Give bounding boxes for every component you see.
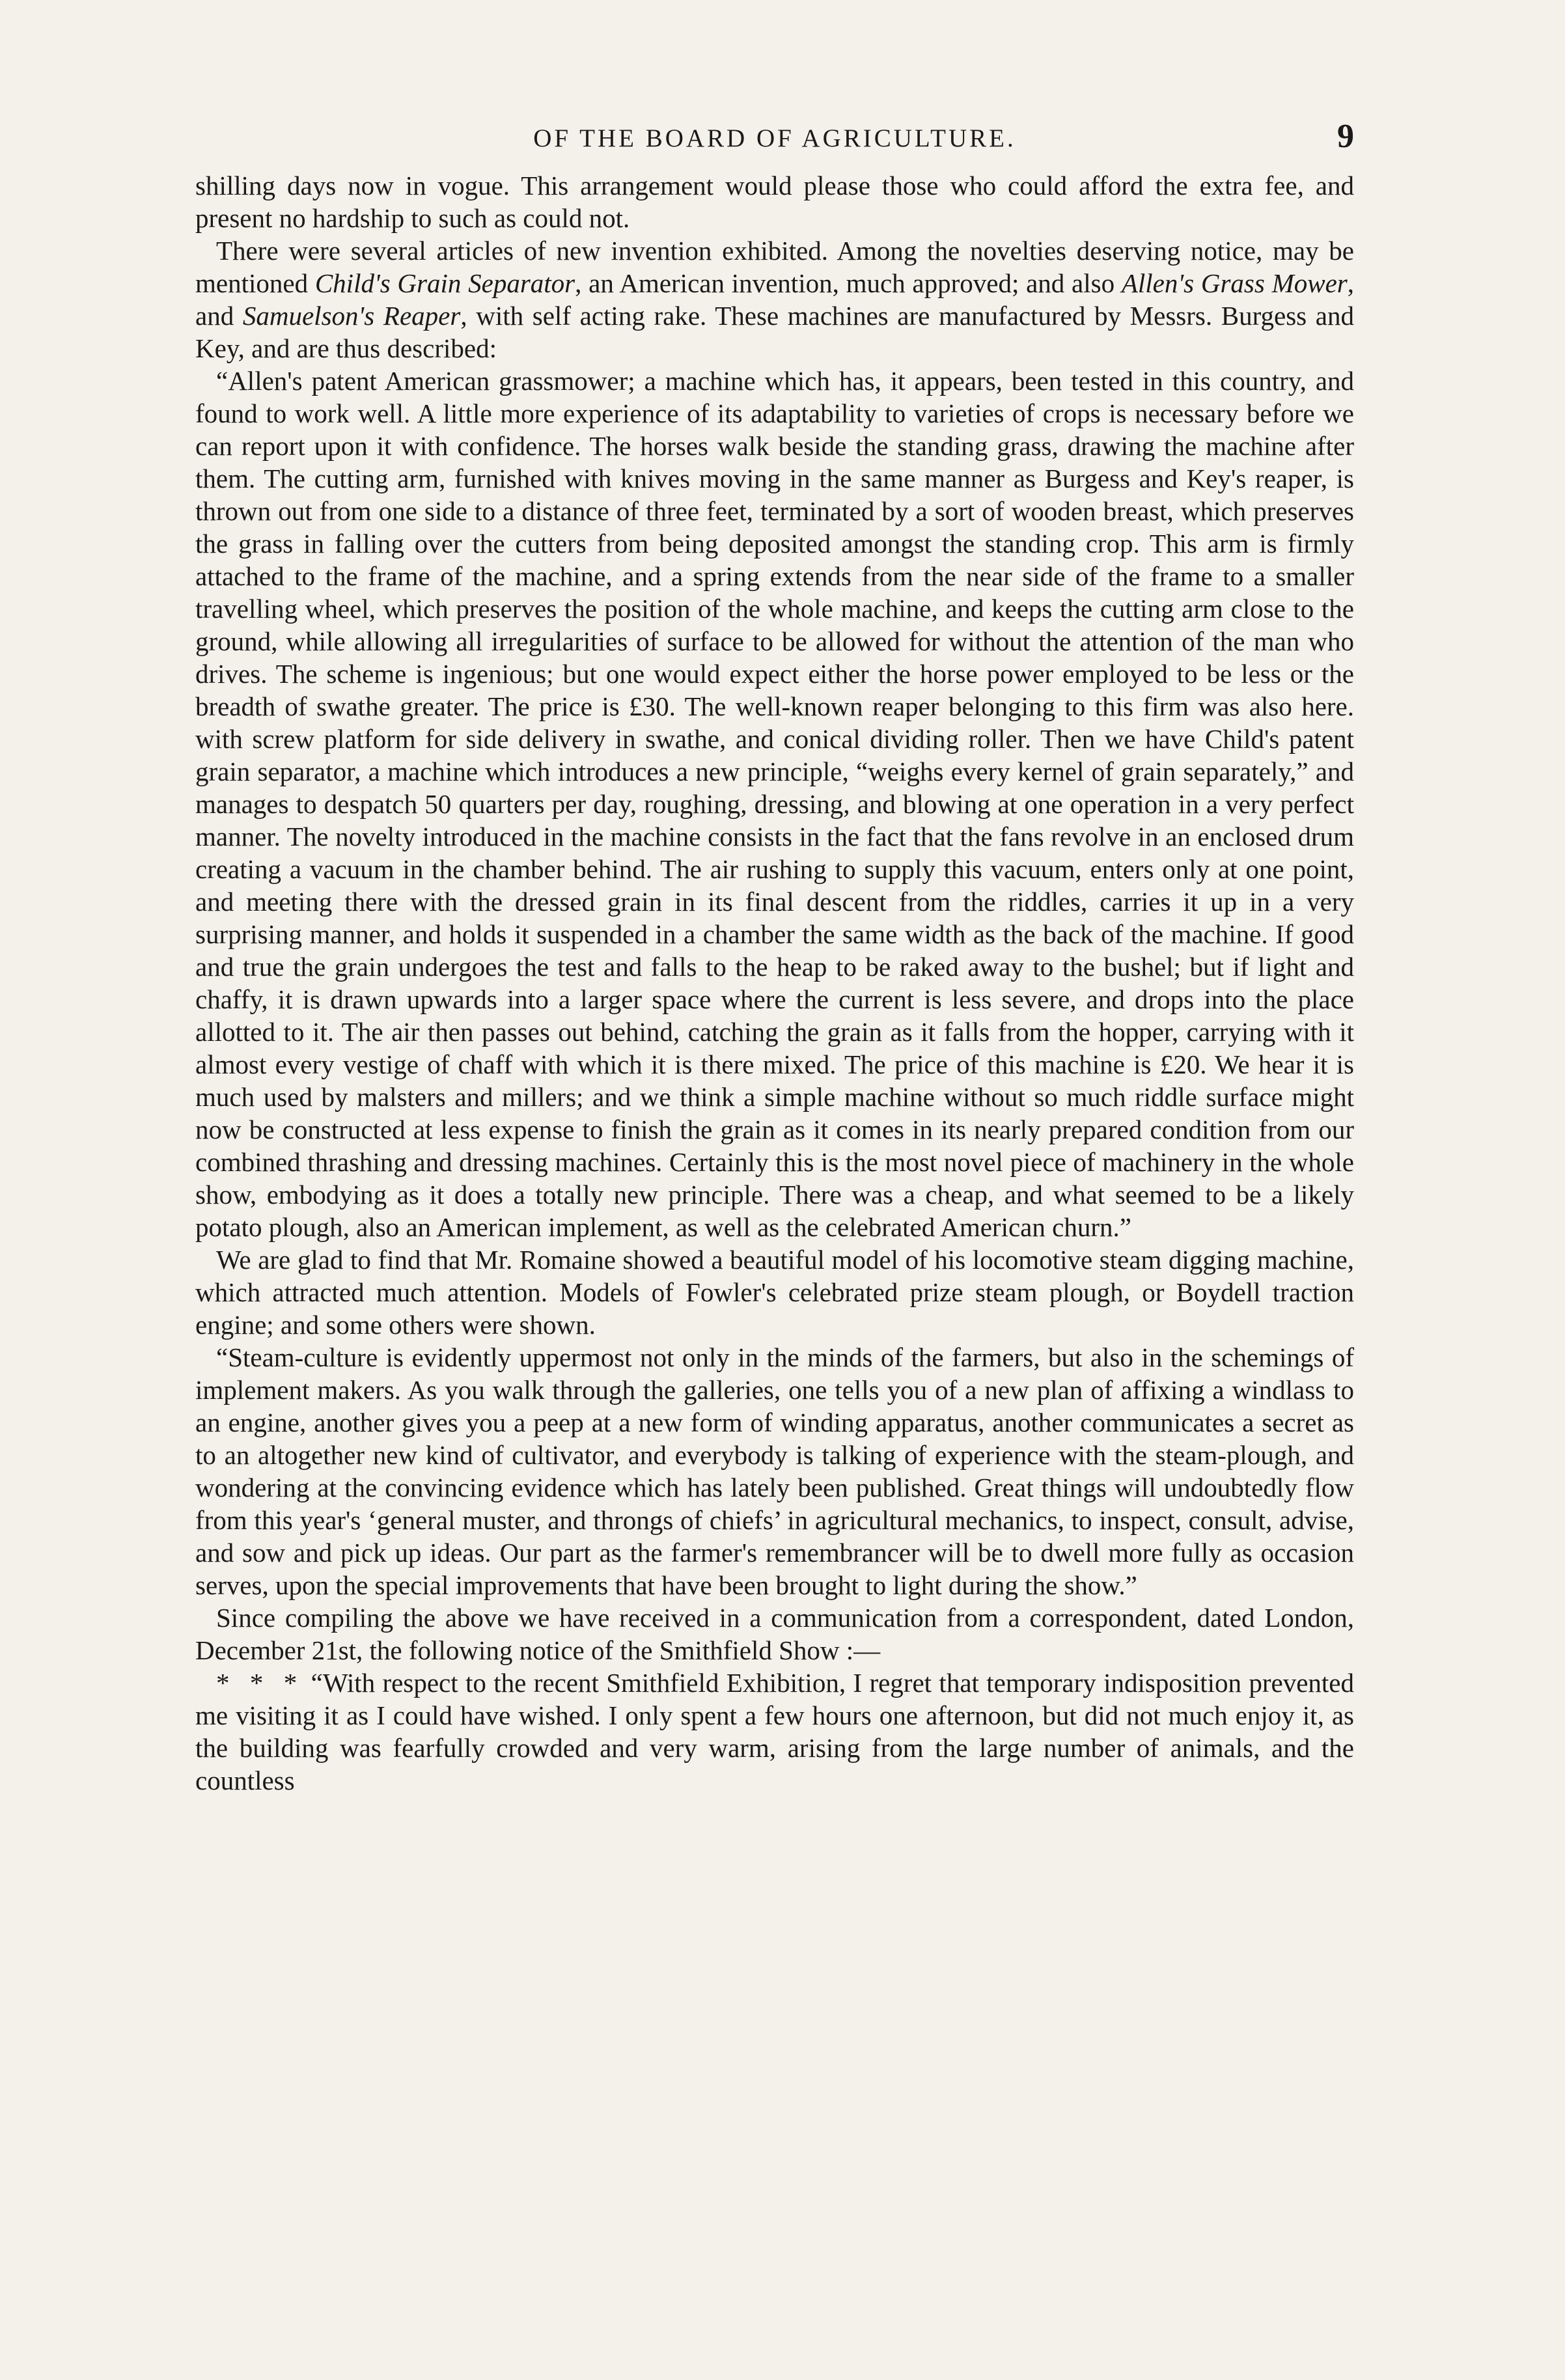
paragraph-7-letter — [195, 1667, 1354, 1797]
paragraph-4: We are glad to find that Mr. Romaine showed a beautiful model of his locomotive steam digging machine, which attracted much attention. Models of Fowler's celebrated prize steam plough, or Boydell traction engine; and some others were shown. — [195, 1245, 1354, 1340]
paragraph-2 — [195, 234, 1354, 365]
paragraph-1: shilling days now in vogue. This arrangement would please those who could afford the extra fee, and present no hardship to such as could not. — [195, 171, 1354, 233]
paragraph-5-quotation: “Steam-culture is evidently uppermost not only in the minds of the farmers, but also in the schemings of implement makers. As you walk through the galleries, one tells you of a new plan of affixing a windlass to an engine, another gives you a peep at a new form of winding apparatus, another communicates a secret as to an altogether new kind of cultivator, and everybody is talking of experience with the steam-plough, and wondering at the convincing evidence which has lately been published. Great things will undoubtedly flow from this year's ‘general muster, and throngs of chiefs’ in agricultural mechanics, to inspect, consult, advise, and sow and pick up ideas. Our part as the farmer's remembrancer will be to dwell more fully as occasion serves, upon the special improvements that have been brought to light during the show.” — [195, 1342, 1354, 1600]
book-page — [195, 98, 1354, 2311]
body-text — [195, 169, 1354, 1797]
samuelsons-reaper-title: Samuelson's Reaper — [242, 301, 461, 331]
running-head — [195, 98, 1354, 169]
page-number: 9 — [1337, 118, 1354, 155]
running-title: OF THE BOARD OF AGRICULTURE. — [533, 124, 1016, 152]
paragraph-6: Since compiling the above we have received in a communication from a correspondent, dated London, December 21st, the following notice of the Smithfield Show :— — [195, 1603, 1354, 1665]
childs-grain-separator-title: Child's Grain Separator — [314, 268, 575, 298]
paragraph-2-text-a: There were several articles of new invention exhibited. Among the novelties deserving notice, may be mentioned — [195, 236, 1354, 298]
paragraph-2-text-d: , with self acting rake. These machines are manufactured by Messrs. Burgess and Key, and are thus described: — [195, 301, 1354, 363]
paragraph-7-text: “With respect to the recent Smithfield Exhibition, I regret that temporary indisposition prevented me visiting it as I could have wished. I only spent a few hours one afternoon, but did not much enjoy it, as the building was fearfully crowded and very warm, arising from the large number of animals, and the countless — [195, 1668, 1355, 1795]
paragraph-2-text-b: , an American invention, much approved; and also — [575, 268, 1122, 298]
section-stars: * * * — [216, 1668, 304, 1698]
paragraph-2-text-c: , and — [195, 268, 1354, 331]
allens-grass-mower-title: Allen's Grass Mower — [1121, 268, 1348, 298]
paragraph-3-quotation: “Allen's patent American grassmower; a machine which has, it appears, been tested in this country, and found to work well. A little more experience of its adaptability to varieties of crops is necessary before we can report upon it with confidence. The horses walk beside the standing grass, drawing the machine after them. The cutting arm, furnished with knives moving in the same manner as Burgess and Key's reaper, is thrown out from one side to a distance of three feet, terminated by a sort of wooden breast, which preserves the grass in falling over the cutters from being deposited amongst the standing crop. This arm is firmly attached to the frame of the machine, and a spring extends from the near side of the frame to a smaller travelling wheel, which preserves the position of the whole machine, and keeps the cutting arm close to the ground, while allowing all irregularities of surface to be allowed for without the attention of the man who drives. The scheme is ingenious; but one would expect either the horse power employed to be less or the breadth of swathe greater. The price is £30. The well-known reaper belonging to this firm was also here. with screw platform for side delivery in swathe, and conical dividing roller. Then we have Child's patent grain separator, a machine which introduces a new principle, “weighs every kernel of grain separately,” and manages to despatch 50 quarters per day, roughing, dressing, and blowing at one operation in a very perfect manner. The novelty introduced in the machine consists in the fact that the fans revolve in an enclosed drum creating a vacuum in the chamber behind. The air rushing to supply this vacuum, enters only at one point, and meeting there with the dressed grain in its final descent from the riddles, carries it up in a very surprising manner, and holds it suspended in a chamber the same width as the back of the machine. If good and true the grain undergoes the test and falls to the heap to be raked away to the bushel; but if light and chaffy, it is drawn upwards into a larger space where the current is less severe, and drops into the place allotted to it. The air then passes out behind, catching the grain as it falls from the hopper, carrying with it almost every vestige of chaff with which it is there mixed. The price of this machine is £20. We hear it is much used by malsters and millers; and we think a simple machine without so much riddle surface might now be constructed at less expense to finish the grain as it comes in its nearly prepared condition from our combined thrashing and dressing machines. Certainly this is the most novel piece of machinery in the whole show, embodying as it does a totally new principle. There was a cheap, and what seemed to be a likely potato plough, also an American implement, as well as the celebrated American churn.” — [195, 366, 1354, 1242]
